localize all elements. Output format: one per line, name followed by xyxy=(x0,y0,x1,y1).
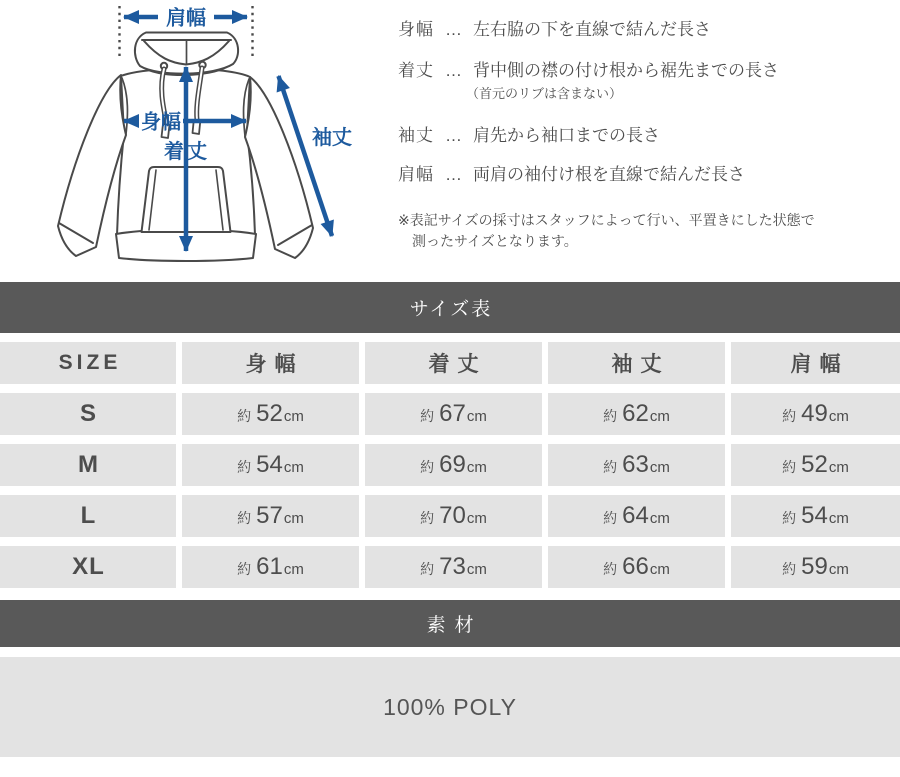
size-label: XL xyxy=(0,546,176,588)
measurement-cell xyxy=(731,495,900,537)
definition-term: 着丈 xyxy=(398,61,434,80)
approx-mark: 約 xyxy=(420,459,435,475)
approx-mark: 約 xyxy=(420,561,435,577)
unit-label: cm xyxy=(828,510,849,527)
measurement-value: 64 xyxy=(622,502,649,529)
table-row-m xyxy=(0,444,900,486)
unit-label: cm xyxy=(649,408,670,425)
measurement-cell xyxy=(182,546,359,588)
approx-mark: 約 xyxy=(420,510,435,526)
measurement-value: 54 xyxy=(801,502,828,529)
measurement-cell xyxy=(182,444,359,486)
size-table xyxy=(0,342,900,588)
measurement-cell xyxy=(731,444,900,486)
approx-mark: 約 xyxy=(603,510,618,526)
approx-mark: 約 xyxy=(237,561,252,577)
measurement-cell xyxy=(731,393,900,435)
measurement-value: 54 xyxy=(256,451,283,478)
unit-label: cm xyxy=(649,510,670,527)
approx-mark: 約 xyxy=(237,408,252,424)
size-table-banner xyxy=(0,282,900,333)
length-diagram-label: 着丈 xyxy=(164,141,210,163)
definition-length xyxy=(398,60,779,82)
approx-mark: 約 xyxy=(603,408,618,424)
measurement-cell xyxy=(365,546,542,588)
unit-label: cm xyxy=(649,561,670,578)
unit-label: cm xyxy=(466,408,487,425)
unit-label: cm xyxy=(466,561,487,578)
definition-text: 左右脇の下を直線で結んだ長さ xyxy=(473,20,711,39)
approx-mark: 約 xyxy=(782,561,797,577)
measurement-value: 59 xyxy=(801,553,828,580)
measurement-value: 49 xyxy=(801,400,828,427)
measurement-cell xyxy=(365,393,542,435)
ellipsis-separator: … xyxy=(445,165,462,184)
material-box xyxy=(0,657,900,757)
measurement-cell xyxy=(365,495,542,537)
unit-label: cm xyxy=(649,459,670,476)
measurement-disclaimer-line2: 測ったサイズとなります。 xyxy=(412,233,578,249)
hoodie-measurement-diagram xyxy=(0,0,390,280)
approx-mark: 約 xyxy=(782,459,797,475)
sleeve-length-diagram-label: 袖丈 xyxy=(312,127,352,149)
measurement-value: 66 xyxy=(622,553,649,580)
definition-body-width xyxy=(398,19,711,41)
definition-text: 肩先から袖口までの長さ xyxy=(473,126,660,145)
unit-label: cm xyxy=(828,408,849,425)
measurement-cell xyxy=(182,393,359,435)
size-label: M xyxy=(0,444,176,486)
column-header-length: 着丈 xyxy=(365,342,542,384)
size-table-header-row xyxy=(0,342,900,384)
size-label: S xyxy=(0,393,176,435)
definition-term: 身幅 xyxy=(398,20,434,39)
measurement-definitions xyxy=(398,0,898,280)
definition-sleeve-length xyxy=(398,125,660,147)
table-row-xl xyxy=(0,546,900,588)
measurement-disclaimer-line1: ※表記サイズの採寸はスタッフによって行い、平置きにした状態で xyxy=(398,212,815,228)
column-header-size: SIZE xyxy=(0,342,176,384)
column-header-shoulder-width: 肩幅 xyxy=(731,342,900,384)
body-width-diagram-label: 身幅 xyxy=(141,111,181,134)
measurement-cell xyxy=(548,546,725,588)
measurement-cell xyxy=(182,495,359,537)
material-banner xyxy=(0,600,900,647)
measurement-value: 52 xyxy=(801,451,828,478)
ellipsis-separator: … xyxy=(445,61,462,80)
measurement-cell xyxy=(365,444,542,486)
approx-mark: 約 xyxy=(237,459,252,475)
ellipsis-separator: … xyxy=(445,126,462,145)
material-value: 100% POLY xyxy=(383,693,517,720)
approx-mark: 約 xyxy=(782,510,797,526)
definition-text: 背中側の襟の付け根から裾先までの長さ xyxy=(473,61,779,80)
measurement-value: 62 xyxy=(622,400,649,427)
definition-term: 肩幅 xyxy=(398,165,434,184)
measurement-value: 69 xyxy=(439,451,466,478)
unit-label: cm xyxy=(283,459,304,476)
unit-label: cm xyxy=(828,459,849,476)
approx-mark: 約 xyxy=(782,408,797,424)
unit-label: cm xyxy=(283,408,304,425)
unit-label: cm xyxy=(828,561,849,578)
definition-text: 両肩の袖付け根を直線で結んだ長さ xyxy=(473,165,745,184)
table-row-l xyxy=(0,495,900,537)
unit-label: cm xyxy=(466,510,487,527)
approx-mark: 約 xyxy=(420,408,435,424)
column-header-sleeve-length: 袖丈 xyxy=(548,342,725,384)
shoulder-width-diagram-label: 肩幅 xyxy=(166,7,206,30)
material-banner-title: 素材 xyxy=(426,615,483,636)
measurement-value: 70 xyxy=(439,502,466,529)
measurement-value: 57 xyxy=(256,502,283,529)
measurement-cell xyxy=(548,393,725,435)
measurement-cell xyxy=(731,546,900,588)
approx-mark: 約 xyxy=(603,561,618,577)
unit-label: cm xyxy=(283,510,304,527)
measurement-value: 73 xyxy=(439,553,466,580)
definition-term: 袖丈 xyxy=(398,126,434,145)
measurement-value: 67 xyxy=(439,400,466,427)
column-header-body-width: 身幅 xyxy=(182,342,359,384)
approx-mark: 約 xyxy=(603,459,618,475)
definition-shoulder-width xyxy=(398,164,745,186)
size-table-banner-title: サイズ表 xyxy=(409,299,493,320)
hoodie-illustration xyxy=(0,0,390,280)
length-definition-note: （首元のリブは含まない） xyxy=(466,86,623,101)
table-row-s xyxy=(0,393,900,435)
unit-label: cm xyxy=(283,561,304,578)
approx-mark: 約 xyxy=(237,510,252,526)
ellipsis-separator: … xyxy=(445,20,462,39)
unit-label: cm xyxy=(466,459,487,476)
measurement-cell xyxy=(548,444,725,486)
measurement-value: 63 xyxy=(622,451,649,478)
measurement-cell xyxy=(548,495,725,537)
measurement-value: 61 xyxy=(256,553,283,580)
measurement-value: 52 xyxy=(256,400,283,427)
size-label: L xyxy=(0,495,176,537)
